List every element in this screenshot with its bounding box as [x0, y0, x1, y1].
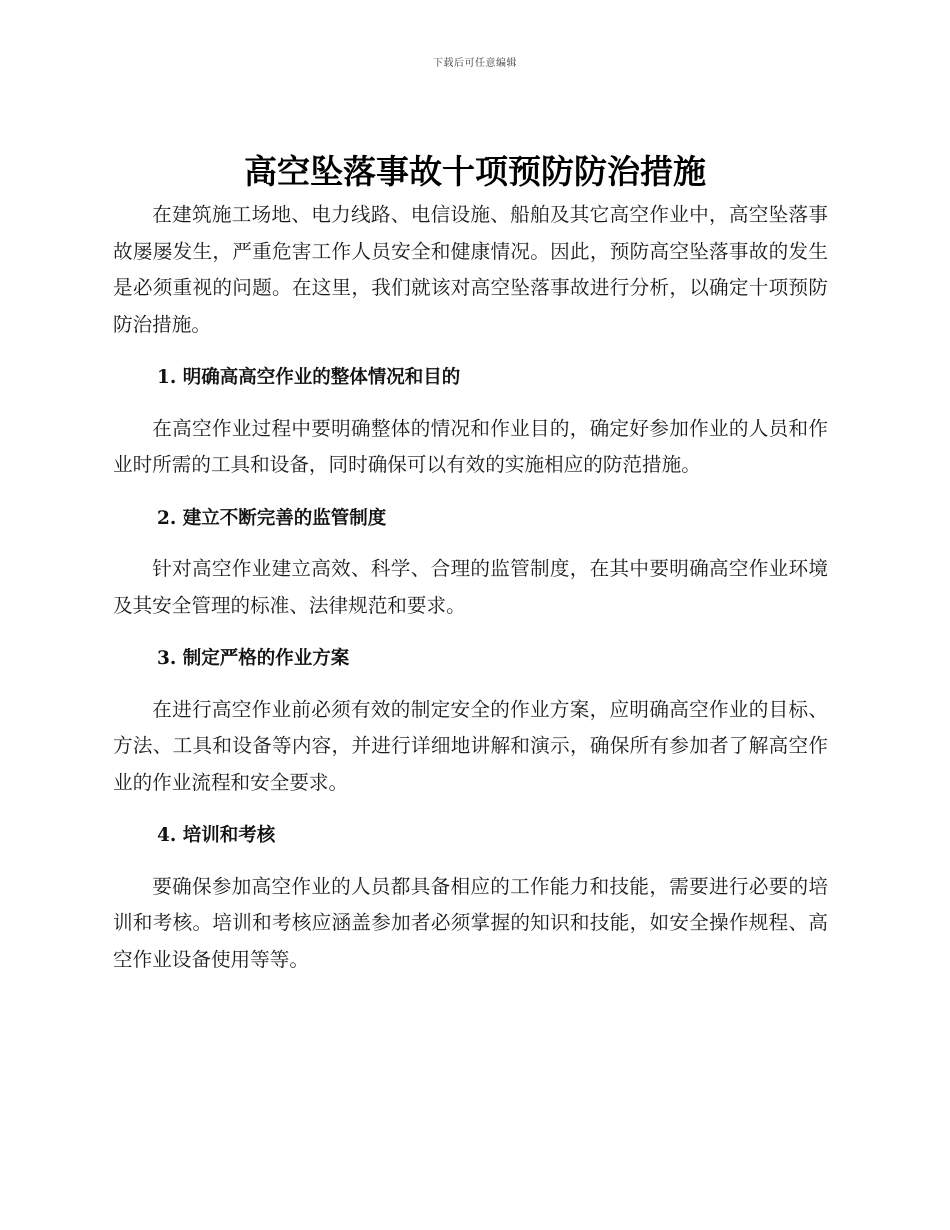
section-heading-4: 4. 培训和考核: [157, 825, 276, 846]
section-body-4: 要确保参加高空作业的人员都具备相应的工作能力和技能，需要进行必要的培训和考核。培训和考核应涵盖参加者必须掌握的知识和技能，如安全操作规程、高空作业设备使用等等。: [113, 874, 828, 971]
section-heading-3: 3. 制定严格的作业方案: [157, 648, 350, 669]
header-note: 下载后可任意编辑: [433, 58, 517, 69]
section-heading-1: 1. 明确高高空作业的整体情况和目的: [157, 367, 461, 388]
intro-paragraph: 在建筑施工场地、电力线路、电信设施、船舶及其它高空作业中，高空坠落事故屡屡发生，严重危害工作人员安全和健康情况。因此，预防高空坠落事故的发生是必须重视的问题。在这里，我们就该对高空坠落事故进行分析，以确定十项预防防治措施。: [113, 203, 828, 336]
section-heading-2: 2. 建立不断完善的监管制度: [157, 507, 387, 529]
section-body-3: 在进行高空作业前必须有效的制定安全的作业方案，应明确高空作业的目标、方法、工具和设备等内容，并进行详细地讲解和演示，确保所有参加者了解高空作业的作业流程和安全要求。: [113, 697, 828, 794]
section-body-2: 针对高空作业建立高效、科学、合理的监管制度，在其中要明确高空作业环境及其安全管理的标准、法律规范和要求。: [113, 557, 828, 617]
document-title: 高空坠落事故十项预防防治措施: [244, 152, 706, 191]
section-body-1: 在高空作业过程中要明确整体的情况和作业目的，确定好参加作业的人员和作业时所需的工具和设备，同时确保可以有效的实施相应的防范措施。: [113, 416, 828, 476]
document-body: [113, 197, 828, 978]
